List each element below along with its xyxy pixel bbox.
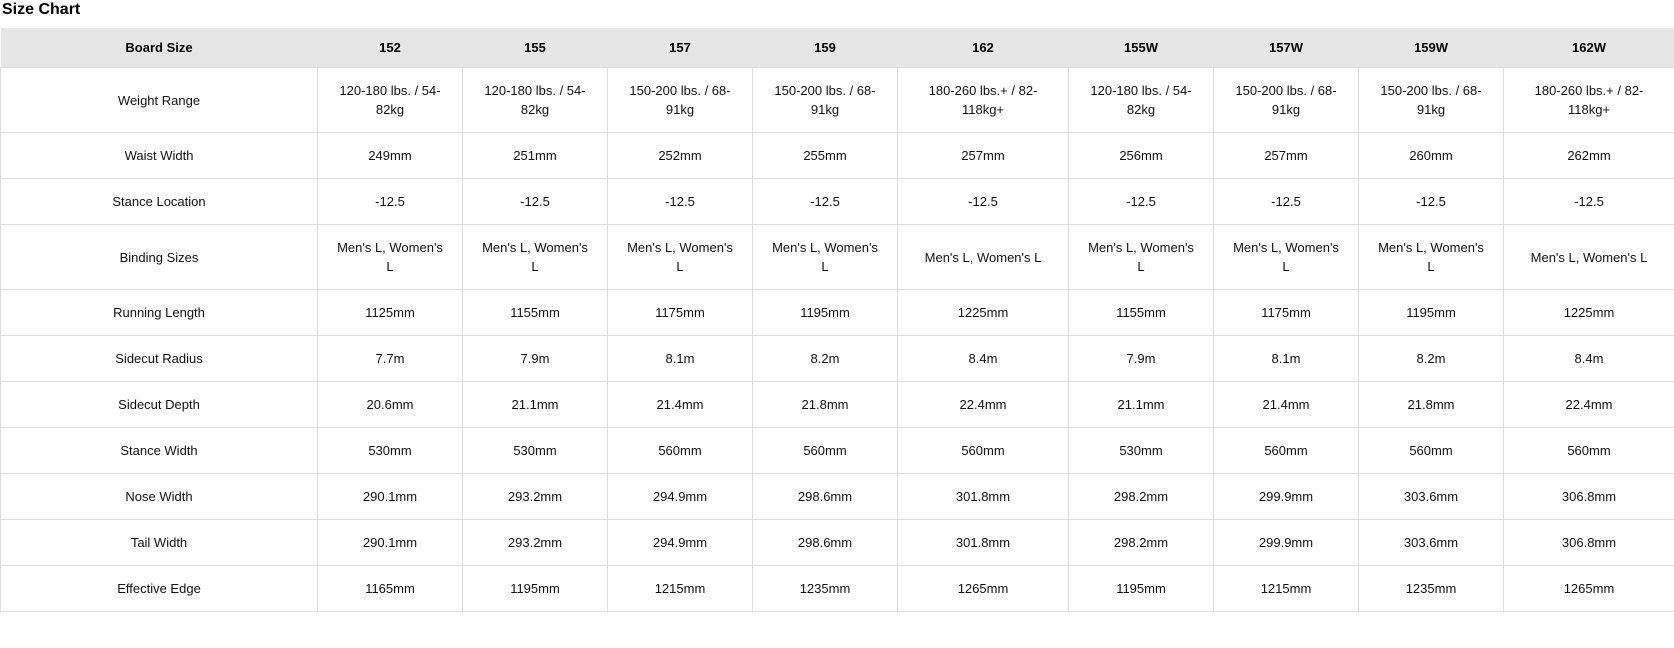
table-cell: -12.5 <box>463 179 608 225</box>
column-header: 159 <box>753 28 898 68</box>
table-cell: 21.8mm <box>753 382 898 428</box>
table-cell: -12.5 <box>608 179 753 225</box>
table-cell: 120-180 lbs. / 54-82kg <box>318 68 463 133</box>
table-cell: -12.5 <box>1069 179 1214 225</box>
page-title: Size Chart <box>2 1 81 18</box>
table-cell: 21.8mm <box>1359 382 1504 428</box>
table-cell: 150-200 lbs. / 68-91kg <box>608 68 753 133</box>
column-header: 157W <box>1214 28 1359 68</box>
table-cell: 298.6mm <box>753 520 898 566</box>
table-cell: 1235mm <box>753 566 898 612</box>
table-cell: 22.4mm <box>898 382 1069 428</box>
table-cell: Men's L, Women's L <box>318 225 463 290</box>
table-cell: 290.1mm <box>318 520 463 566</box>
table-cell: 560mm <box>1214 428 1359 474</box>
table-cell: 1235mm <box>1359 566 1504 612</box>
table-cell: -12.5 <box>1359 179 1504 225</box>
table-cell: 120-180 lbs. / 54-82kg <box>463 68 608 133</box>
table-cell: -12.5 <box>1504 179 1674 225</box>
table-cell: 1195mm <box>1359 290 1504 336</box>
table-row <box>1 133 1674 179</box>
column-header: 157 <box>608 28 753 68</box>
table-cell: 301.8mm <box>898 520 1069 566</box>
table-cell: 1165mm <box>318 566 463 612</box>
column-header-board-size: Board Size <box>1 28 318 68</box>
table-cell: Men's L, Women's L <box>463 225 608 290</box>
table-cell: Men's L, Women's L <box>1069 225 1214 290</box>
row-label: Nose Width <box>1 474 318 520</box>
table-cell: 1265mm <box>1504 566 1674 612</box>
table-cell: 1265mm <box>898 566 1069 612</box>
table-cell: 1225mm <box>1504 290 1674 336</box>
table-row <box>1 566 1674 612</box>
column-header: 162W <box>1504 28 1674 68</box>
table-cell: 120-180 lbs. / 54-82kg <box>1069 68 1214 133</box>
table-cell: 299.9mm <box>1214 474 1359 520</box>
table-row <box>1 428 1674 474</box>
table-cell: 21.1mm <box>463 382 608 428</box>
column-header: 162 <box>898 28 1069 68</box>
table-cell: 293.2mm <box>463 474 608 520</box>
table-cell: 8.2m <box>753 336 898 382</box>
table-cell: 150-200 lbs. / 68-91kg <box>1359 68 1504 133</box>
row-label: Stance Location <box>1 179 318 225</box>
table-cell: 560mm <box>898 428 1069 474</box>
table-row <box>1 474 1674 520</box>
row-label: Sidecut Depth <box>1 382 318 428</box>
table-cell: 8.2m <box>1359 336 1504 382</box>
table-cell: 1155mm <box>1069 290 1214 336</box>
row-label: Running Length <box>1 290 318 336</box>
table-cell: 256mm <box>1069 133 1214 179</box>
table-cell: 252mm <box>608 133 753 179</box>
table-cell: 298.6mm <box>753 474 898 520</box>
table-cell: 21.4mm <box>1214 382 1359 428</box>
table-cell: 255mm <box>753 133 898 179</box>
table-cell: Men's L, Women's L <box>1504 225 1674 290</box>
table-cell: -12.5 <box>898 179 1069 225</box>
row-label: Waist Width <box>1 133 318 179</box>
table-cell: 8.1m <box>608 336 753 382</box>
table-cell: 20.6mm <box>318 382 463 428</box>
table-cell: -12.5 <box>1214 179 1359 225</box>
size-chart-table <box>0 28 1674 612</box>
table-cell: 298.2mm <box>1069 474 1214 520</box>
table-cell: 301.8mm <box>898 474 1069 520</box>
table-cell: 1195mm <box>1069 566 1214 612</box>
table-cell: 530mm <box>318 428 463 474</box>
table-row <box>1 290 1674 336</box>
table-cell: 290.1mm <box>318 474 463 520</box>
column-header: 155W <box>1069 28 1214 68</box>
table-cell: 294.9mm <box>608 474 753 520</box>
table-row <box>1 382 1674 428</box>
table-cell: 262mm <box>1504 133 1674 179</box>
table-cell: 1215mm <box>1214 566 1359 612</box>
row-label: Weight Range <box>1 68 318 133</box>
table-cell: Men's L, Women's L <box>608 225 753 290</box>
table-cell: 249mm <box>318 133 463 179</box>
column-header: 155 <box>463 28 608 68</box>
table-cell: 560mm <box>1359 428 1504 474</box>
table-cell: 260mm <box>1359 133 1504 179</box>
table-cell: 294.9mm <box>608 520 753 566</box>
table-cell: 21.1mm <box>1069 382 1214 428</box>
table-row <box>1 336 1674 382</box>
table-cell: 306.8mm <box>1504 474 1674 520</box>
table-cell: 7.7m <box>318 336 463 382</box>
table-cell: 299.9mm <box>1214 520 1359 566</box>
table-row <box>1 225 1674 290</box>
table-cell: 257mm <box>1214 133 1359 179</box>
table-cell: 1175mm <box>608 290 753 336</box>
row-label: Stance Width <box>1 428 318 474</box>
table-cell: -12.5 <box>753 179 898 225</box>
table-cell: Men's L, Women's L <box>1359 225 1504 290</box>
table-cell: 1175mm <box>1214 290 1359 336</box>
table-row <box>1 68 1674 133</box>
table-cell: 8.1m <box>1214 336 1359 382</box>
table-cell: 298.2mm <box>1069 520 1214 566</box>
table-cell: 150-200 lbs. / 68-91kg <box>1214 68 1359 133</box>
table-cell: 560mm <box>608 428 753 474</box>
table-cell: 7.9m <box>1069 336 1214 382</box>
row-label: Effective Edge <box>1 566 318 612</box>
column-header: 152 <box>318 28 463 68</box>
column-header: 159W <box>1359 28 1504 68</box>
table-cell: 251mm <box>463 133 608 179</box>
table-cell: 8.4m <box>1504 336 1674 382</box>
table-cell: 303.6mm <box>1359 474 1504 520</box>
row-label: Tail Width <box>1 520 318 566</box>
table-cell: 530mm <box>1069 428 1214 474</box>
table-cell: 1195mm <box>463 566 608 612</box>
table-cell: 21.4mm <box>608 382 753 428</box>
table-cell: 257mm <box>898 133 1069 179</box>
table-cell: 180-260 lbs.+ / 82-118kg+ <box>1504 68 1674 133</box>
table-cell: 303.6mm <box>1359 520 1504 566</box>
row-label: Binding Sizes <box>1 225 318 290</box>
table-cell: 1225mm <box>898 290 1069 336</box>
table-cell: 293.2mm <box>463 520 608 566</box>
table-cell: 1195mm <box>753 290 898 336</box>
table-cell: 7.9m <box>463 336 608 382</box>
table-cell: Men's L, Women's L <box>898 225 1069 290</box>
table-cell: 560mm <box>753 428 898 474</box>
table-cell: Men's L, Women's L <box>1214 225 1359 290</box>
table-cell: 1215mm <box>608 566 753 612</box>
table-cell: 530mm <box>463 428 608 474</box>
table-cell: 180-260 lbs.+ / 82-118kg+ <box>898 68 1069 133</box>
table-cell: 1155mm <box>463 290 608 336</box>
row-label: Sidecut Radius <box>1 336 318 382</box>
table-cell: 150-200 lbs. / 68-91kg <box>753 68 898 133</box>
table-cell: 22.4mm <box>1504 382 1674 428</box>
table-cell: 560mm <box>1504 428 1674 474</box>
table-header-row <box>1 28 1674 68</box>
table-cell: -12.5 <box>318 179 463 225</box>
table-cell: Men's L, Women's L <box>753 225 898 290</box>
table-cell: 8.4m <box>898 336 1069 382</box>
table-row <box>1 179 1674 225</box>
table-body <box>1 68 1674 612</box>
table-cell: 306.8mm <box>1504 520 1674 566</box>
table-cell: 1125mm <box>318 290 463 336</box>
table-row <box>1 520 1674 566</box>
